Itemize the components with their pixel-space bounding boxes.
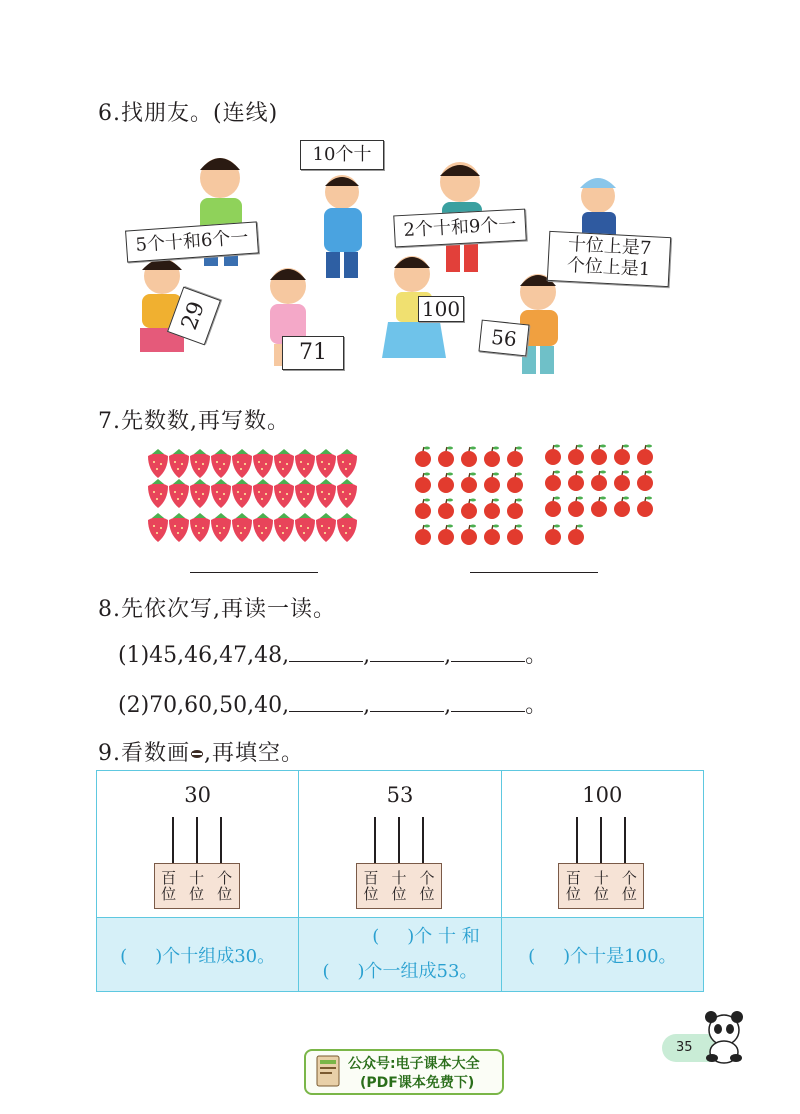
rod-tens[interactable] [600, 817, 602, 863]
rod-ones[interactable] [624, 817, 626, 863]
rod-tens[interactable] [196, 817, 198, 863]
abacus-base: 百 位 十 位 个 位 [356, 863, 442, 909]
sign-tens-digit-line: 十位上是7 [567, 233, 652, 260]
answer-line-apples[interactable] [470, 572, 598, 573]
rod-tens[interactable] [398, 817, 400, 863]
abacus-base: 百 位 十 位 个 位 [558, 863, 644, 909]
number-100: 100 [582, 783, 623, 807]
q8-line1: (1)45,46,47,48, , , 。 [118, 643, 548, 668]
answer-line-strawberries[interactable] [190, 572, 318, 573]
sign-71: 71 [282, 336, 344, 370]
panda-icon [700, 1010, 748, 1064]
q8-1-blank-3[interactable] [451, 643, 525, 662]
sign-2-tens-9-ones: 2个十和9个一 [393, 209, 526, 248]
abacus-cell-53 [299, 771, 501, 918]
bead-icon [190, 749, 204, 759]
abacus-cell-30 [97, 771, 299, 918]
abacus-30[interactable] [154, 817, 242, 911]
q6-heading: 6.找朋友。(连线) [98, 101, 279, 126]
q8-1-blank-1[interactable] [289, 643, 363, 662]
fill-cell-100: ( )个十是100。 [501, 918, 703, 992]
kid-blue-icon [324, 175, 362, 278]
footer-line-2: (PDF课本免费下) [360, 1075, 475, 1091]
strawberry-group-icon [144, 448, 364, 544]
sign-tens-digit-7 [547, 231, 671, 287]
rod-hundreds[interactable] [374, 817, 376, 863]
q8-heading: 8.先依次写,再读一读。 [98, 597, 336, 622]
q7-heading: 7.先数数,再写数。 [98, 409, 290, 434]
q8-2-blank-1[interactable] [289, 693, 363, 712]
sign-56: 56 [478, 320, 529, 357]
rod-hundreds[interactable] [172, 817, 174, 863]
number-30: 30 [184, 783, 212, 807]
abacus-100[interactable] [558, 817, 646, 911]
abacus-53[interactable] [356, 817, 444, 911]
rod-ones[interactable] [220, 817, 222, 863]
q8-2-blank-3[interactable] [451, 693, 525, 712]
q8-1-blank-2[interactable] [370, 643, 444, 662]
number-53: 53 [386, 783, 414, 807]
q9-heading: 9.看数画 ,再填空。 [98, 741, 304, 766]
rod-hundreds[interactable] [576, 817, 578, 863]
page-number: 35 [676, 1040, 693, 1055]
footer-line-1: 公众号:电子课本大全 [348, 1056, 480, 1072]
sign-29: 29 [167, 287, 221, 346]
sign-ones-digit-line: 个位上是1 [566, 254, 651, 280]
book-icon [316, 1055, 340, 1087]
footer-promo-box [304, 1049, 504, 1095]
q8-2-blank-2[interactable] [370, 693, 444, 712]
sign-5-tens-6-ones: 5个十和6个一 [125, 221, 259, 262]
abacus-base: 百 位 十 位 个 位 [154, 863, 240, 909]
abacus-cell-100 [501, 771, 703, 918]
fill-cell-30: ( )个十组成30。 [97, 918, 299, 992]
sign-100: 100 [418, 296, 464, 322]
fill-cell-53: ( )个 十 和 ( )个一组成53。 [299, 918, 501, 992]
q8-line2: (2)70,60,50,40, , , 。 [118, 693, 548, 718]
q8-sequence-2: (2)70,60,50,40, [118, 693, 290, 718]
q8-sequence-1: (1)45,46,47,48, [118, 643, 290, 668]
place-value-table [96, 770, 704, 992]
rod-ones[interactable] [422, 817, 424, 863]
sign-10-tens: 10个十 [300, 140, 384, 170]
apple-group-icon [410, 442, 660, 546]
